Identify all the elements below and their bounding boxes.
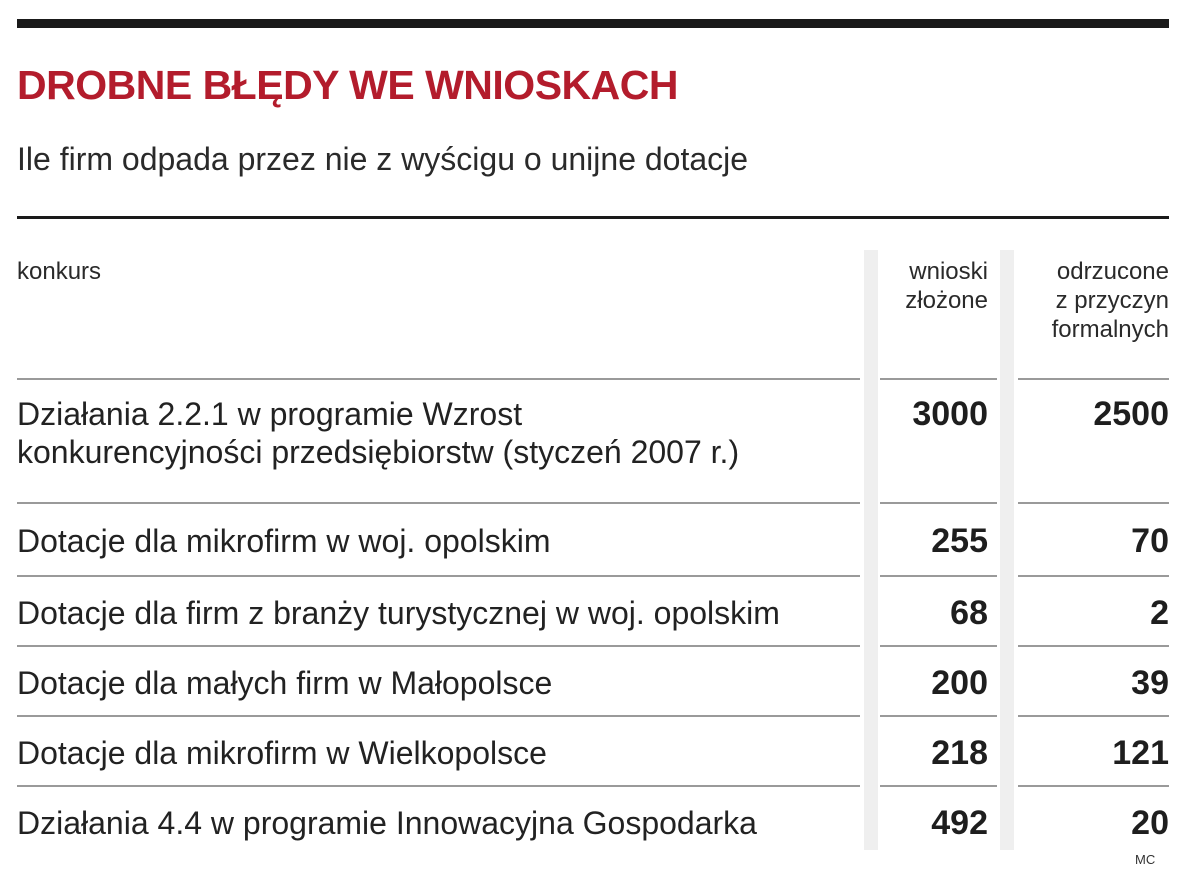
row-name-line1: Dotacje dla małych firm w Małopolsce xyxy=(17,665,553,701)
row-name-line1: Dotacje dla mikrofirm w Wielkopolsce xyxy=(17,735,547,771)
row-divider xyxy=(880,575,997,577)
row-divider xyxy=(17,715,860,717)
row-divider xyxy=(17,785,860,787)
row-name xyxy=(17,734,862,772)
row-name-line1: Działania 4.4 w programie Innowacyjna Gospodarka xyxy=(17,805,757,841)
row-name xyxy=(17,522,862,560)
row-name xyxy=(17,594,862,632)
column-header-odrzucone-line2: z przyczyn xyxy=(1055,287,1169,314)
row-submitted-value: 218 xyxy=(931,734,988,772)
column-header-konkurs: konkurs xyxy=(17,258,102,285)
row-submitted-value: 492 xyxy=(931,804,988,842)
column-header-odrzucone xyxy=(1018,257,1169,344)
row-divider xyxy=(1018,502,1169,504)
chart-subtitle: Ile firm odpada przez nie z wyścigu o unijne dotacje xyxy=(17,141,749,177)
row-divider xyxy=(1018,575,1169,577)
row-name-line1: Działania 2.2.1 w programie Wzrost xyxy=(17,396,523,432)
column-separator-odrzucone xyxy=(1000,250,1014,850)
row-name-line1: Dotacje dla mikrofirm w woj. opolskim xyxy=(17,523,551,559)
column-header-wnioski xyxy=(880,257,988,315)
row-divider xyxy=(17,502,860,504)
row-submitted-value: 200 xyxy=(931,664,988,702)
row-rejected-value: 39 xyxy=(1131,664,1169,702)
row-name xyxy=(17,664,862,702)
column-header-wnioski-line2: złożone xyxy=(905,287,988,314)
row-rejected-value: 121 xyxy=(1112,734,1169,772)
row-divider xyxy=(17,575,860,577)
row-name xyxy=(17,804,862,842)
header-rule xyxy=(17,216,1169,219)
row-submitted-value: 3000 xyxy=(912,395,988,433)
row-submitted-value: 68 xyxy=(950,594,988,632)
row-name-line1: Dotacje dla firm z branży turystycznej w woj. opolskim xyxy=(17,595,780,631)
row-rejected-value: 20 xyxy=(1131,804,1169,842)
row-divider xyxy=(880,502,997,504)
row-name xyxy=(17,395,862,471)
row-divider xyxy=(1018,378,1169,380)
row-divider xyxy=(17,645,860,647)
row-divider xyxy=(880,785,997,787)
row-divider xyxy=(17,378,860,380)
chart-title: DROBNE BŁĘDY WE WNIOSKACH xyxy=(17,62,678,108)
row-rejected-value: 2500 xyxy=(1093,395,1169,433)
column-separator-wnioski xyxy=(864,250,878,850)
column-header-odrzucone-line1: odrzucone xyxy=(1056,258,1169,285)
row-divider xyxy=(1018,785,1169,787)
row-divider xyxy=(880,378,997,380)
row-name-line2: konkurencyjności przedsiębiorstw (styczeń 2007 r.) xyxy=(17,434,740,470)
row-rejected-value: 2 xyxy=(1150,594,1169,632)
top-rule xyxy=(17,19,1169,28)
credit: MC xyxy=(1135,852,1156,867)
row-rejected-value: 70 xyxy=(1131,522,1169,560)
column-header-odrzucone-line3: formalnych xyxy=(1051,316,1169,343)
row-divider xyxy=(1018,715,1169,717)
row-submitted-value: 255 xyxy=(931,522,988,560)
row-divider xyxy=(1018,645,1169,647)
row-divider xyxy=(880,645,997,647)
column-header-wnioski-line1: wnioski xyxy=(909,258,988,285)
row-divider xyxy=(880,715,997,717)
